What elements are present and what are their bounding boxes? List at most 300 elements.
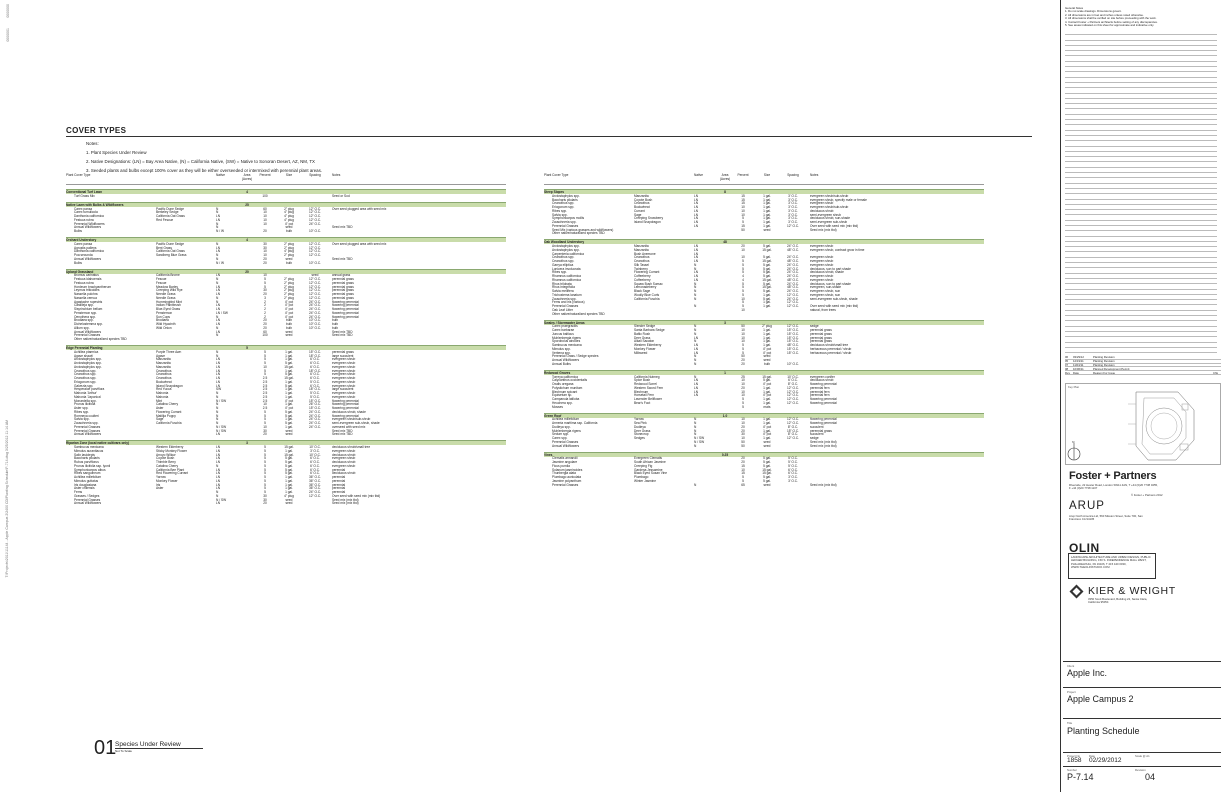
- percent: 5: [742, 478, 744, 483]
- notes-heading: Notes:: [86, 141, 99, 146]
- group-area: 0.25: [721, 452, 729, 457]
- size: bulb: [285, 318, 293, 323]
- botanical-name: Perennial Grasses: [74, 333, 101, 338]
- common-name: Mahonia: [156, 394, 169, 399]
- size: 5 gal.: [285, 460, 293, 465]
- spacing: 24" O.C.: [308, 490, 322, 495]
- spacing: 12" O.C.: [786, 304, 800, 309]
- botanical-name: Agrostis pallens: [74, 245, 97, 250]
- note: perennial grass: [332, 284, 354, 289]
- botanical-name: Monardella spp.: [74, 398, 97, 403]
- botanical-name: Poa secunda: [74, 253, 93, 258]
- spacing: 48" O.C.: [786, 285, 800, 290]
- column-header: Percent: [737, 173, 749, 177]
- note: deciduous, sun to part shade: [810, 281, 851, 286]
- botanical-name: Brodiaea spp.: [74, 318, 94, 323]
- size: 5 gal.: [763, 281, 771, 286]
- spacing: 12" O.C.: [786, 400, 800, 405]
- note: Seed mix (mix tbd): [810, 482, 837, 487]
- native-code: N: [694, 281, 697, 286]
- percent: 5: [742, 220, 744, 225]
- revision-cell: Planting Revision: [1093, 355, 1115, 360]
- column-header: Native: [216, 173, 226, 177]
- percent: 10: [263, 402, 267, 407]
- size: 5 gal.: [763, 456, 771, 461]
- cover-group: [544, 370, 984, 409]
- native-code: N: [216, 221, 219, 226]
- common-name: Deer Grass: [634, 428, 651, 433]
- size: 15 gal.: [762, 467, 772, 472]
- size: 1 gal.: [763, 304, 771, 309]
- botanical-name: Ficus pumila: [552, 463, 570, 468]
- group-name: Riparian Zone (local native cultivars only): [66, 441, 130, 446]
- spacing: 24" O.C.: [308, 221, 322, 226]
- group-name: Native Lawn with Bulbs & Wildflowers: [66, 202, 124, 207]
- size: 1 gal.: [763, 205, 771, 210]
- group-name: Edge Perennial Planting: [66, 346, 103, 350]
- spacing: 36" O.C.: [308, 486, 322, 491]
- key-plan-label: Key Plan: [1068, 385, 1080, 389]
- common-name: Western Elderberry: [634, 343, 662, 348]
- percent: 2: [264, 310, 266, 315]
- note: succulent: [810, 432, 824, 437]
- note: deciduous shrub: [810, 378, 834, 383]
- native-code: LN: [216, 322, 221, 327]
- note: Seed mix TBD: [332, 333, 353, 338]
- botanical-name: Ceanothus spp.: [552, 201, 575, 206]
- botanical-name: Eriogonum spp.: [74, 379, 97, 384]
- common-name: California Brome: [156, 273, 180, 278]
- note: semi-evergreen sub-shrub, shade: [810, 296, 858, 301]
- botanical-name: Allium spp.: [74, 325, 90, 330]
- botanical-name: Ribes spp.: [552, 208, 568, 213]
- general-notes-heading: General Notes: [1065, 6, 1084, 10]
- common-name: Sea Pink: [634, 421, 647, 426]
- native-code: LN: [216, 307, 221, 312]
- percent: 10: [741, 421, 745, 426]
- spacing: 24" O.C.: [786, 281, 800, 286]
- native-code: N: [694, 324, 697, 329]
- size: 15 gal.: [762, 374, 772, 379]
- botanical-name: Arctostaphylos spp.: [74, 364, 102, 369]
- percent: 5: [264, 277, 266, 282]
- native-code: N: [694, 285, 697, 290]
- spacing: 12" O.C.: [786, 417, 800, 422]
- botanical-name: Trichostema lanatum: [552, 292, 582, 297]
- percent: 3: [264, 295, 266, 300]
- botanical-name: Ribes spp.: [552, 270, 568, 275]
- common-name: Thimble Berry: [156, 460, 176, 465]
- native-code: LN: [694, 378, 699, 383]
- note-3: 3. Seeded plants and bulbs except 100% cover as they will be either overseeded or intermixed with perennial plant areas.: [86, 168, 323, 173]
- spacing: 6' O.C.: [788, 471, 798, 476]
- botanical-name: Carpenteria californica: [552, 251, 584, 256]
- table-row: [544, 444, 984, 448]
- native-code: N: [216, 421, 219, 426]
- percent: 5: [264, 490, 266, 495]
- native-code: LN: [216, 471, 221, 476]
- size: 5 gal.: [285, 372, 293, 377]
- native-code: N: [216, 391, 219, 396]
- note: Seed mix (mix tbd): [810, 227, 837, 232]
- percent: 5: [264, 284, 266, 289]
- native-code: N: [216, 463, 219, 468]
- note: herbaceous perennial / shrub: [810, 350, 852, 355]
- spacing: 15" O.C.: [308, 398, 322, 403]
- spacing: 24" O.C.: [786, 296, 800, 301]
- note: evergreen shrub: [332, 361, 356, 366]
- common-name: Lavender Bellflower: [634, 397, 662, 402]
- percent: 100: [262, 333, 268, 338]
- botanical-name: Muhlenbergia rigens: [552, 428, 581, 433]
- project-no-label: Project No: [1067, 754, 1081, 758]
- spacing: 24" O.C.: [308, 421, 322, 426]
- percent: 5: [264, 421, 266, 426]
- spacing: 12" O.C.: [308, 284, 322, 289]
- project-name: Apple Campus 2: [1067, 694, 1134, 704]
- spacing: 10" O.C.: [308, 229, 322, 234]
- native-code: N: [694, 424, 697, 429]
- note: perennial grass: [332, 288, 354, 293]
- group-name: Orchard Understory: [66, 238, 97, 242]
- native-code: N: [694, 266, 697, 271]
- cover-group: [544, 189, 984, 235]
- common-name: Western Elderberry: [156, 445, 184, 450]
- north-arrow-icon: [1067, 440, 1081, 462]
- size: 5 gal.: [285, 361, 293, 366]
- size: 5 gal.: [763, 270, 771, 275]
- botanical-name: Armeria maritima ssp. California: [552, 421, 598, 426]
- native-code: LN: [216, 452, 221, 457]
- percent: 50: [741, 439, 745, 444]
- native-code: LN: [694, 247, 699, 252]
- note: evergreen shrub: [810, 277, 834, 282]
- common-name: Sandberg Blue Grass: [156, 253, 187, 258]
- column-header: Notes: [332, 173, 341, 177]
- native-code: N: [216, 280, 219, 285]
- size: 4" plug: [284, 210, 294, 215]
- botanical-name: Carex praegracilis: [552, 324, 578, 329]
- botanical-name: Achillea millefolium: [74, 475, 102, 480]
- botanical-name: Arctostaphylos spp.: [552, 193, 580, 198]
- percent: 2: [264, 299, 266, 304]
- note: Seed mix TBD: [332, 225, 353, 230]
- percent: 2.5: [262, 406, 268, 411]
- percent: 5: [264, 478, 266, 483]
- common-name: Santa Barbara Sedge: [634, 328, 665, 333]
- botanical-name: Heuchera spp.: [552, 400, 573, 405]
- native-code: LN: [216, 501, 221, 506]
- botanical-name: Rhus integrifolia: [552, 285, 575, 290]
- common-name: Monkey Flower: [156, 478, 178, 483]
- native-code: LN: [216, 376, 221, 381]
- common-name: Needle Grass: [156, 295, 176, 300]
- note: deciduous shrub: [332, 460, 356, 465]
- spacing: 15" O.C.: [786, 428, 800, 433]
- note-2: 2. Native Designations: (LN) = Bay Area Native, (N) = California Native, (SW) = Native to Sonoran Desert, AZ, NM, TX: [86, 159, 315, 164]
- native-code: LN: [216, 249, 221, 254]
- botanical-name: Salvia mellifera: [552, 289, 574, 294]
- note: bulb: [332, 325, 339, 330]
- common-name: Buckwheat: [634, 205, 650, 210]
- botanical-name: Carex pansa: [74, 241, 93, 246]
- percent: 60: [263, 206, 267, 211]
- spacing: 24" O.C.: [308, 307, 322, 312]
- percent: 5: [264, 353, 266, 358]
- percent: 30: [263, 245, 267, 250]
- size: 1 gal.: [763, 400, 771, 405]
- percent: 20: [741, 361, 745, 366]
- native-code: LN: [216, 217, 221, 222]
- column-header: Percent: [259, 173, 271, 177]
- size: 5 gal.: [763, 289, 771, 294]
- revision-header: [1065, 371, 1221, 375]
- botanical-name: Annual Wildflowers: [74, 432, 102, 437]
- botanical-name: Achillea millefolium: [552, 417, 580, 422]
- botanical-name: Ferns and iris (various): [552, 300, 585, 305]
- common-name: Creeping Snowberry: [634, 216, 664, 221]
- spacing: 3' O.C.: [788, 216, 798, 221]
- divider: [1063, 718, 1221, 719]
- native-code: N: [216, 241, 219, 246]
- percent: 20: [263, 256, 267, 261]
- percent: 10: [741, 378, 745, 383]
- native-code: LN: [216, 383, 221, 388]
- size: 4" pot: [762, 424, 772, 429]
- common-name: South African Jasmine: [634, 460, 666, 465]
- botanical-name: Mahonia 'Japonica': [74, 394, 102, 399]
- note: perennial grass: [332, 280, 354, 285]
- project-label: Project: [1067, 690, 1076, 694]
- native-code: LN: [216, 284, 221, 289]
- spacing: 5' O.C.: [310, 394, 320, 399]
- note: perennial grass: [332, 349, 354, 354]
- percent: 10: [741, 335, 745, 340]
- percent: 5: [264, 456, 266, 461]
- size: 1 gal.: [285, 394, 293, 399]
- native-code: N: [694, 289, 697, 294]
- botanical-name: Carex barbarae: [552, 328, 575, 333]
- note: overseed with seed mix: [332, 424, 366, 429]
- group-area: 4: [246, 238, 248, 242]
- table-row: [66, 433, 506, 437]
- common-name: Bent Grass: [156, 245, 172, 250]
- percent: 5: [264, 460, 266, 465]
- revision-cell: 08: [1065, 366, 1069, 371]
- common-name: Ceanothus: [634, 259, 650, 264]
- common-name: Sticky Monkey Flower: [156, 448, 187, 453]
- spacing: 15" O.C.: [308, 406, 322, 411]
- note: flowering perennial: [332, 299, 359, 304]
- native-code: LN: [694, 393, 699, 398]
- spacing: 12" O.C.: [786, 300, 800, 305]
- size: 4" plug: [284, 217, 294, 222]
- botanical-name: Clematis armandii: [552, 456, 578, 461]
- note: evergreen shrub: [332, 383, 356, 388]
- common-name: Iris: [156, 482, 161, 487]
- note: perennial grass: [332, 292, 354, 297]
- note: evergreen shrub/sub-shrub: [810, 193, 849, 198]
- revision-label: Revision: [1135, 768, 1146, 772]
- common-name: Penstemon: [156, 310, 173, 315]
- botanical-name: Oxalis oregana: [552, 382, 574, 387]
- size: 15 gal.: [284, 376, 294, 381]
- size: 1 gal.: [763, 300, 771, 305]
- size: 1 gal.: [763, 397, 771, 402]
- common-name: Mahonia: [156, 391, 169, 396]
- native-code: N: [216, 409, 219, 414]
- native-code: LN: [216, 214, 221, 219]
- native-code: LN: [216, 467, 221, 472]
- spacing: 18" O.C.: [308, 368, 322, 373]
- native-code: LN: [216, 357, 221, 362]
- note: evergreen conifer: [810, 374, 835, 379]
- table-row: [544, 232, 984, 236]
- native-code: N: [694, 428, 697, 433]
- percent: 20: [263, 292, 267, 297]
- spacing: 3' O.C.: [788, 197, 798, 202]
- percent: 5: [264, 463, 266, 468]
- botanical-name: Baccharis pilularis: [552, 197, 578, 202]
- column-header: Plant Cover Type: [544, 173, 569, 177]
- botanical-name: Grasses / Sedges: [74, 493, 100, 498]
- note: natural, from trees: [810, 307, 836, 312]
- native-code: N / W: [216, 260, 224, 265]
- native-code: N: [216, 333, 219, 338]
- general-notes: [1065, 7, 1171, 27]
- size: 4" plug: [284, 214, 294, 219]
- size: 4" pot: [762, 382, 772, 387]
- botanical-name: Arctostaphylos spp.: [74, 361, 102, 366]
- spacing: 12" O.C.: [786, 389, 800, 394]
- size: 4" pot: [762, 432, 772, 437]
- botanical-name: Eriogonum spp.: [552, 205, 575, 210]
- spacing: 24" O.C.: [786, 255, 800, 260]
- table-row: [66, 337, 506, 341]
- spacing: 12" O.C.: [786, 421, 800, 426]
- botanical-name: Aster chilensis: [74, 486, 95, 491]
- spacing: 10' O.C.: [787, 374, 799, 379]
- group-area: 5: [246, 346, 248, 350]
- revision-table: [1065, 356, 1221, 375]
- common-name: Sage: [634, 212, 642, 217]
- botanical-name: Annual Wildflowers: [552, 443, 580, 448]
- size: 5 gal.: [285, 471, 293, 476]
- note: sedge: [810, 436, 819, 441]
- percent: 5: [264, 280, 266, 285]
- size: 1 gal.: [285, 353, 293, 358]
- note: deciduous shrub: [332, 471, 356, 476]
- revision-cell: 10/06/11: [1073, 366, 1084, 371]
- spacing: 26" O.C.: [308, 402, 322, 407]
- percent: 5: [264, 413, 266, 418]
- spacing: 24" O.C.: [308, 417, 322, 422]
- size: 1 gal.: [763, 220, 771, 225]
- botanical-name: Ceanothus spp.: [552, 259, 575, 264]
- spacing: 15" O.C.: [786, 350, 800, 355]
- percent: 5: [742, 350, 744, 355]
- native-code: LN: [694, 270, 699, 275]
- client-name: Apple Inc.: [1067, 668, 1108, 678]
- spacing: 18" O.C.: [308, 353, 322, 358]
- common-name: Creeping Wild Rye: [156, 288, 183, 293]
- native-code: N: [216, 314, 219, 319]
- spacing: 12" O.C.: [308, 292, 322, 297]
- common-name: Horsetail Fern: [634, 393, 655, 398]
- native-code: LN: [216, 482, 221, 487]
- botanical-name: Ceanothus spp.: [74, 368, 97, 373]
- spacing: 6' O.C.: [310, 372, 320, 377]
- spacing: 10" O.C.: [786, 361, 800, 366]
- botanical-name: Other native/naturalized species TBD: [552, 231, 605, 236]
- project-number: 1858: [1067, 757, 1082, 764]
- size: 4" plug: [284, 493, 294, 498]
- percent: 15: [741, 471, 745, 476]
- spacing: 24" O.C.: [308, 299, 322, 304]
- common-name: Purple Three Awn: [156, 349, 182, 354]
- size: seed: [763, 443, 771, 448]
- size: 15 gal.: [762, 247, 772, 252]
- native-code: N / SW: [216, 424, 227, 429]
- size: 1 gal.: [763, 201, 771, 206]
- native-code: N: [694, 374, 697, 379]
- native-code: LN: [216, 364, 221, 369]
- percent: 5: [742, 475, 744, 480]
- common-name: Evergreen Clematis: [634, 456, 662, 461]
- note: flowering perennial: [332, 413, 359, 418]
- percent: 65: [741, 482, 745, 487]
- note: bulb: [332, 322, 339, 327]
- spacing: 24" O.C.: [786, 274, 800, 279]
- common-name: California Oat Grass: [156, 214, 185, 219]
- botanical-name: Annual Bulbs: [552, 361, 571, 366]
- percent: 20: [263, 325, 267, 330]
- note: flowering perennial: [332, 303, 359, 308]
- percent: 2.5: [262, 379, 268, 384]
- botanical-name: Ceanothus spp.: [74, 376, 97, 381]
- spacing: 3' O.C.: [788, 193, 798, 198]
- percent: 2: [264, 307, 266, 312]
- note: flowering perennial: [332, 307, 359, 312]
- common-name: Gardena Jessamine: [634, 467, 663, 472]
- percent: 15: [741, 463, 745, 468]
- common-name: Pacific Dune Sedge: [156, 241, 184, 246]
- size: 1 gal.: [763, 339, 771, 344]
- native-code: LN: [694, 385, 699, 390]
- botanical-name: Bulbs: [74, 260, 82, 265]
- percent: 15: [741, 193, 745, 198]
- drawing-number: P-7.14: [1067, 772, 1094, 782]
- native-code: LN: [216, 460, 221, 465]
- note: Over seed with seed mix (mix tbd): [810, 304, 859, 309]
- size: 1 gal.: [285, 357, 293, 362]
- size: 5 gal.: [763, 460, 771, 465]
- size: 15 gal.: [762, 277, 772, 282]
- percent: 2.5: [262, 383, 268, 388]
- size: 1 gal.: [763, 328, 771, 333]
- column-header: Notes: [810, 173, 819, 177]
- revision-header-cell: Reason For Issue: [1093, 370, 1116, 375]
- common-name: Needle Grass: [156, 292, 176, 297]
- note: evergreen shrub: [810, 262, 834, 267]
- size: seed: [285, 432, 293, 437]
- botanical-name: Perennial Grasses: [74, 428, 101, 433]
- size: 1 gal.: [285, 368, 293, 373]
- note: semi-evergreen sub-shrub, shade: [332, 421, 380, 426]
- revision-header-cell: Date: [1073, 370, 1079, 375]
- botanical-name: Agastache rupestris: [74, 299, 103, 304]
- cover-group: [66, 345, 506, 436]
